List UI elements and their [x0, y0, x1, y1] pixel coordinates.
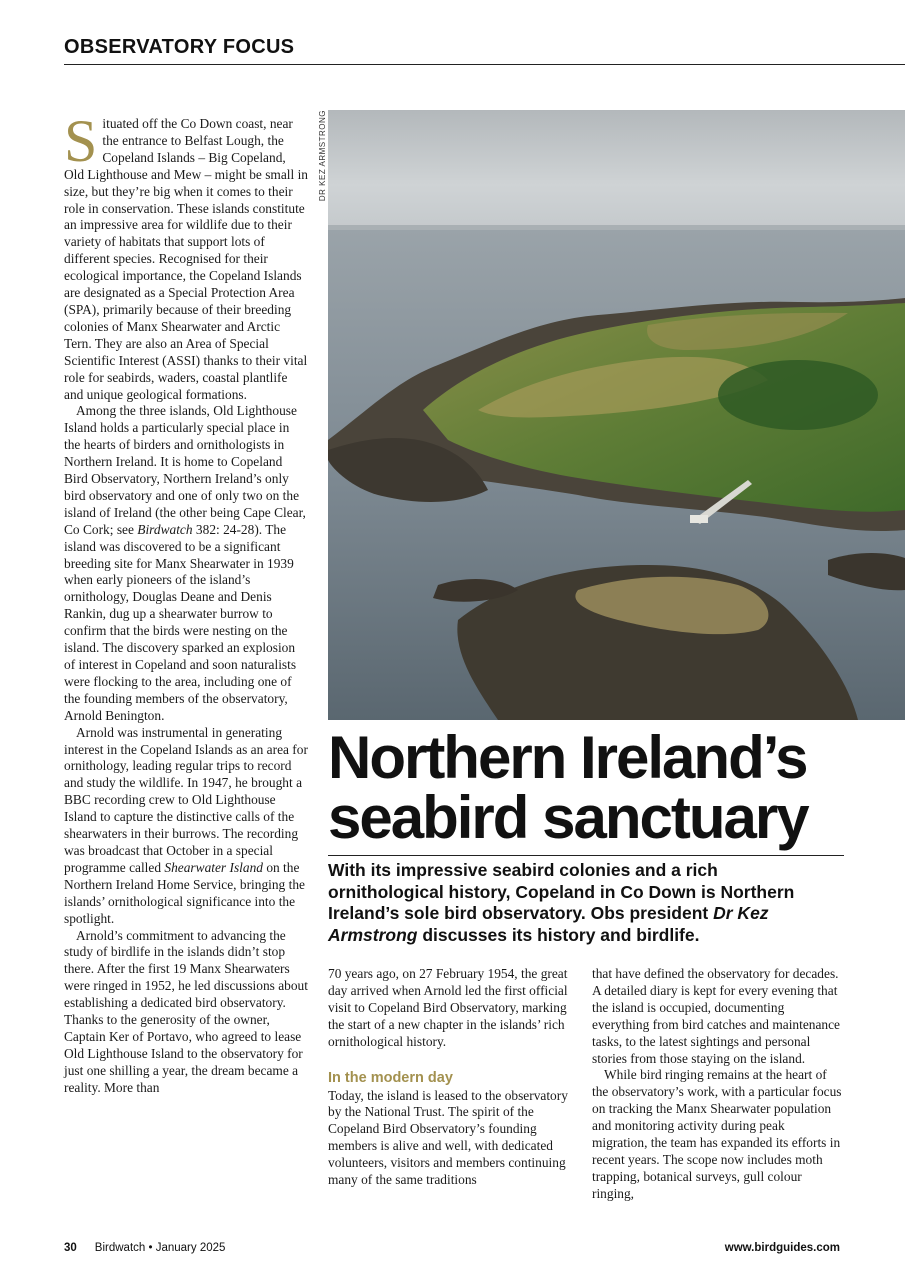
body-paragraph-7: that have defined the observatory for decades. A detailed diary is kept for every evening that the island is occupied, documenting everything from bird catches and maintenance tasks, to the latest sightings and personal stories from those staying on the island.	[592, 966, 840, 1066]
body-paragraph-1-text: ituated off the Co Down coast, near the entrance to Belfast Lough, the Copeland Islands – Big Copeland, Old Lighthouse and Mew – might be small in size, but they’re big when it comes to their role in conservation. These islands constitute an impressive area for wildlife due to their variety of habitats that support lots of different species. Recognised for their ecological importance, the Copeland Islands are designated as a Special Protection Area (SPA), primarily because of their breeding colonies of Manx Shearwater and Arctic Tern. They are also an Area of Special Scientific Interest (ASSI) thanks to their vital role for seabirds, waders, coastal plantlife and unique geological formations.	[64, 116, 308, 402]
standfirst: With its impressive seabird colonies and a rich ornithological history, Copeland in Co Down is Northern Ireland’s sole bird observatory. Obs president Dr Kez Armstrong discusses its history and birdlife.	[328, 860, 795, 945]
drop-cap: S	[64, 108, 98, 174]
subheading: In the modern day	[328, 1069, 453, 1086]
photo-credit: DR KEZ ARMSTRONG	[318, 110, 327, 202]
headline-divider	[328, 855, 844, 856]
body-column-2	[328, 966, 574, 1189]
footer-left	[64, 1242, 225, 1254]
author-name: Dr Kez Armstrong	[328, 903, 769, 945]
page-number: 30	[64, 1242, 77, 1254]
body-paragraph-1	[64, 108, 308, 403]
section-label: OBSERVATORY FOCUS	[64, 36, 295, 58]
island-aerial-photo	[328, 110, 905, 720]
headline: Northern Ireland’s seabird sanctuary	[328, 724, 808, 851]
publication-info: Birdwatch • January 2025	[94, 1242, 226, 1254]
body-paragraph-4: Arnold’s commitment to advancing the study of birdlife in the islands didn’t stop there. After the first 19 Manx Shearwaters were ringed in 1952, he led discussions about establishing a dedicated bird observatory. Thanks to the generosity of the owner, Captain Ker of Portavo, who agreed to lease Old Lighthouse Island to the observatory for just one shilling a year, the dream became a reality. More than	[64, 927, 308, 1095]
section-divider	[64, 64, 905, 65]
programme-title: Shearwater Island	[164, 859, 263, 875]
body-paragraph-2: Among the three islands, Old Lighthouse Island holds a particularly special place in the hearts of birders and ornithologists in Northern Ireland. It is home to Copeland Bird Observatory, Northern Ireland’s only bird observatory and one of only two on the island of Ireland (the other being Cape Clear, Co Cork; see Birdwatch 382: 24-28). The island was discovered to be a significant breeding site for Manx Shearwater in 1939 when early pioneers of the island’s ornithology, Douglas Deane and Denis Rankin, dug up a shearwater burrow to confirm that the birds were nesting on the island. The discovery sparked an explosion of interest in Copeland and soon naturalists were flocking to the area, including one of the founding members of the observatory, Arnold Benington.	[64, 403, 306, 723]
body-paragraph-8: While bird ringing remains at the heart of the observatory’s work, with a particular focus on tracking the Manx Shearwater population and monitoring activity during peak migration, the team has expanded its efforts in recent years. The scope now includes moth trapping, botanical surveys, gull colour ringing,	[592, 1067, 842, 1201]
website-link[interactable]: www.birdguides.com	[724, 1242, 840, 1254]
body-paragraph-5: 70 years ago, on 27 February 1954, the great day arrived when Arnold led the first official visit to Copeland Bird Observatory, marking the start of a new chapter in the islands’ rich ornithological history.	[328, 966, 568, 1049]
magazine-reference: Birdwatch	[137, 521, 193, 537]
body-column-3	[592, 966, 842, 1203]
body-paragraph-6: Today, the island is leased to the observatory by the National Trust. The spirit of the Copeland Bird Observatory’s founding members is alive and well, with dedicated volunteers, visitors and members continuing many of the same traditions	[328, 1087, 568, 1188]
body-column-1	[64, 108, 308, 1097]
body-paragraph-3: Arnold was instrumental in generating interest in the Copeland Islands as an area for ornithology, leading regular trips to record and study the wildlife. In 1947, he brought a BBC recording crew to Old Lighthouse Island to capture the distinctive calls of the shearwaters in their burrows. The recording was broadcast that October in a special programme called Shearwater Island on the Northern Ireland Home Service, bringing the islands’ ornithological significance into the spotlight.	[64, 724, 308, 926]
